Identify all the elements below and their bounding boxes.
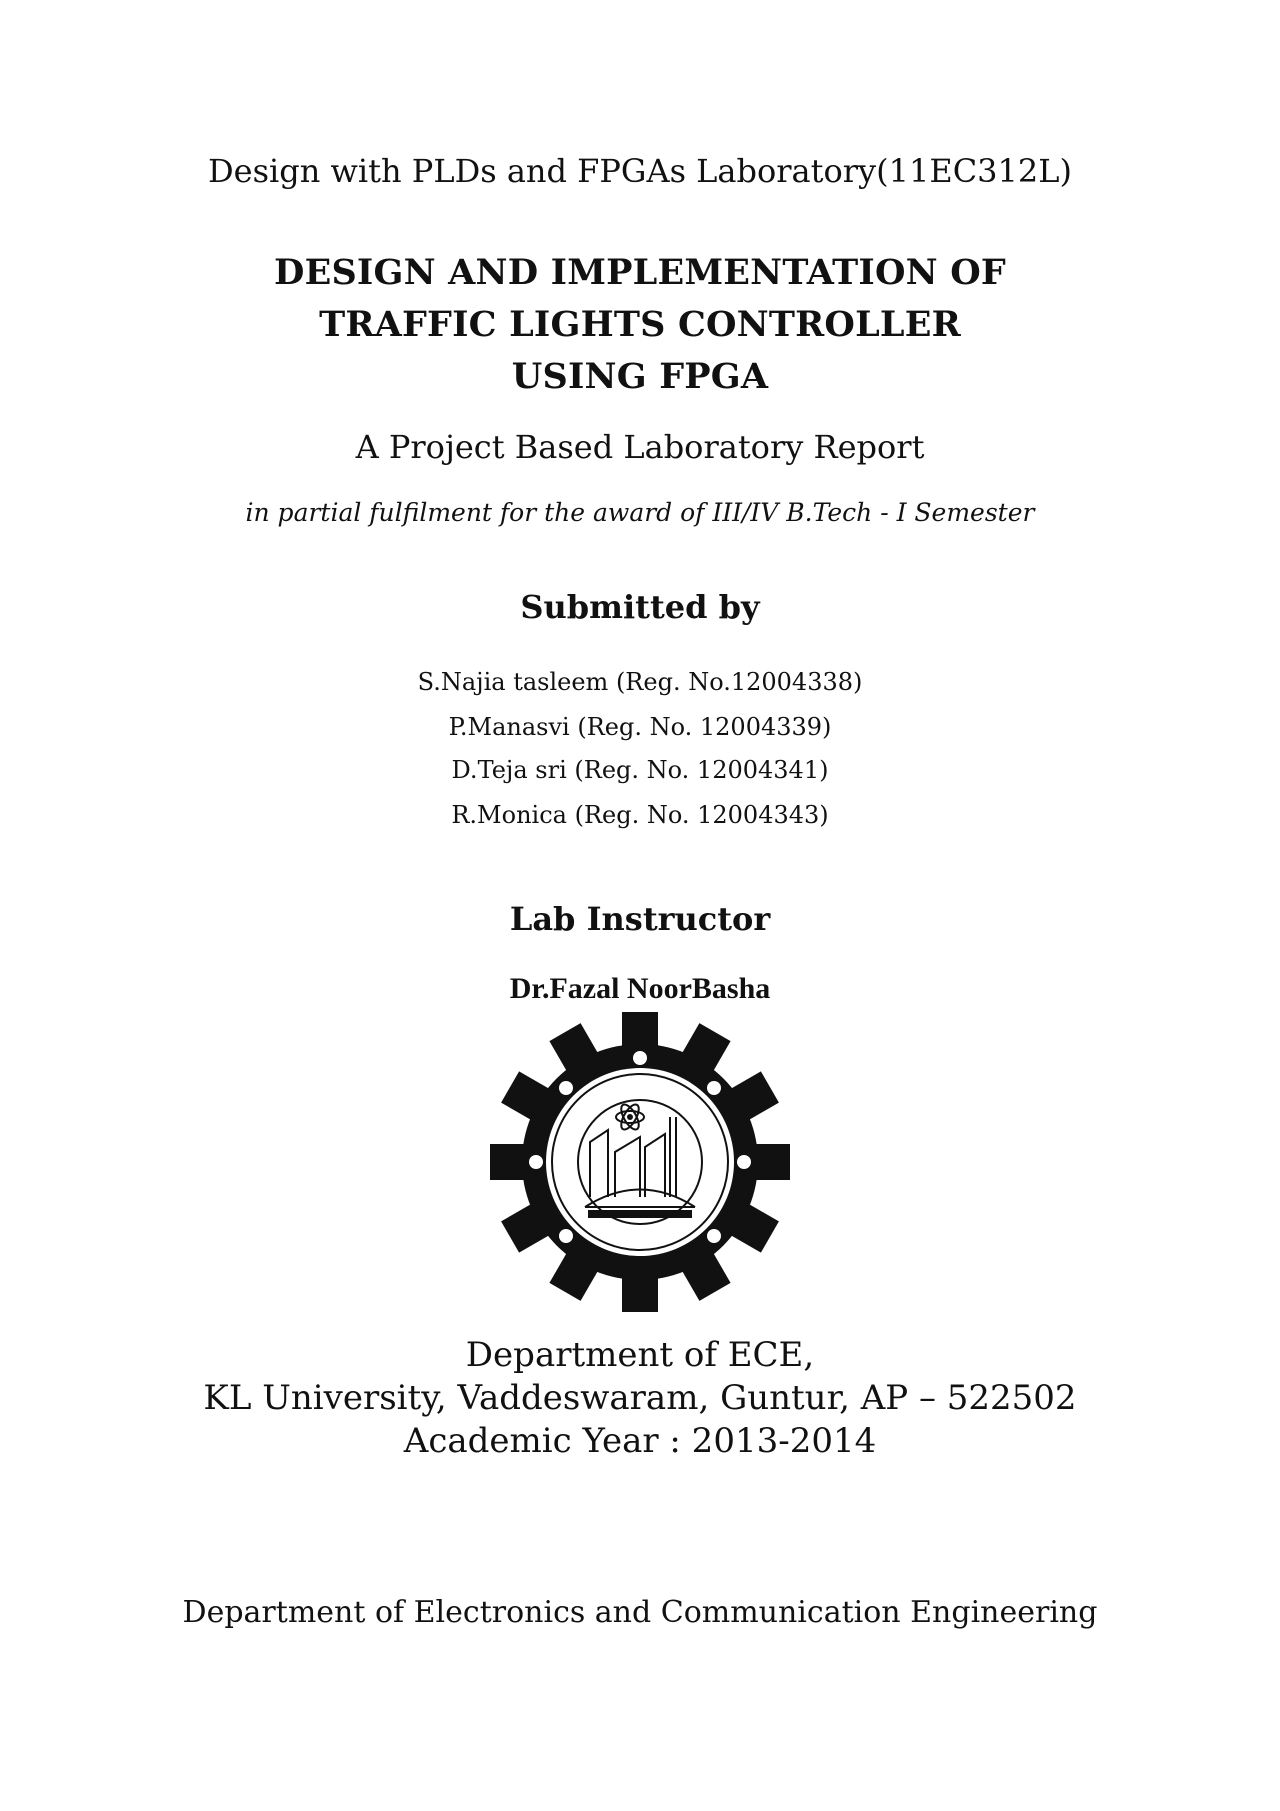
fulfilment-note: in partial fulfilment for the award of III/IV B.Tech - I Semester <box>245 498 1035 527</box>
report-title-line-1: DESIGN AND IMPLEMENTATION OF <box>274 252 1006 293</box>
report-subtitle: A Project Based Laboratory Report <box>355 428 925 466</box>
report-title-line-3: USING FPGA <box>511 356 769 397</box>
instructor-name: Dr.Fazal NoorBasha <box>509 972 771 1005</box>
address-university: KL University, Vaddeswaram, Guntur, AP – 522502 <box>203 1378 1077 1418</box>
member-item: D.Teja sri (Reg. No. 12004341) <box>451 756 829 784</box>
address-department: Department of ECE, <box>465 1335 815 1375</box>
university-logo <box>490 1012 790 1312</box>
member-item: P.Manasvi (Reg. No. 12004339) <box>448 713 832 741</box>
member-item: S.Najia tasleem (Reg. No.12004338) <box>417 668 863 696</box>
member-item: R.Monica (Reg. No. 12004343) <box>451 801 829 829</box>
report-title-line-2: TRAFFIC LIGHTS CONTROLLER <box>319 304 961 345</box>
academic-year: Academic Year : 2013-2014 <box>403 1421 877 1461</box>
submitted-by-heading: Submitted by <box>520 588 760 626</box>
lab-instructor-heading: Lab Instructor <box>509 900 771 938</box>
footer-department: Department of Electronics and Communication Engineering <box>182 1595 1098 1630</box>
course-title: Design with PLDs and FPGAs Laboratory(11EC312L) <box>208 152 1072 190</box>
